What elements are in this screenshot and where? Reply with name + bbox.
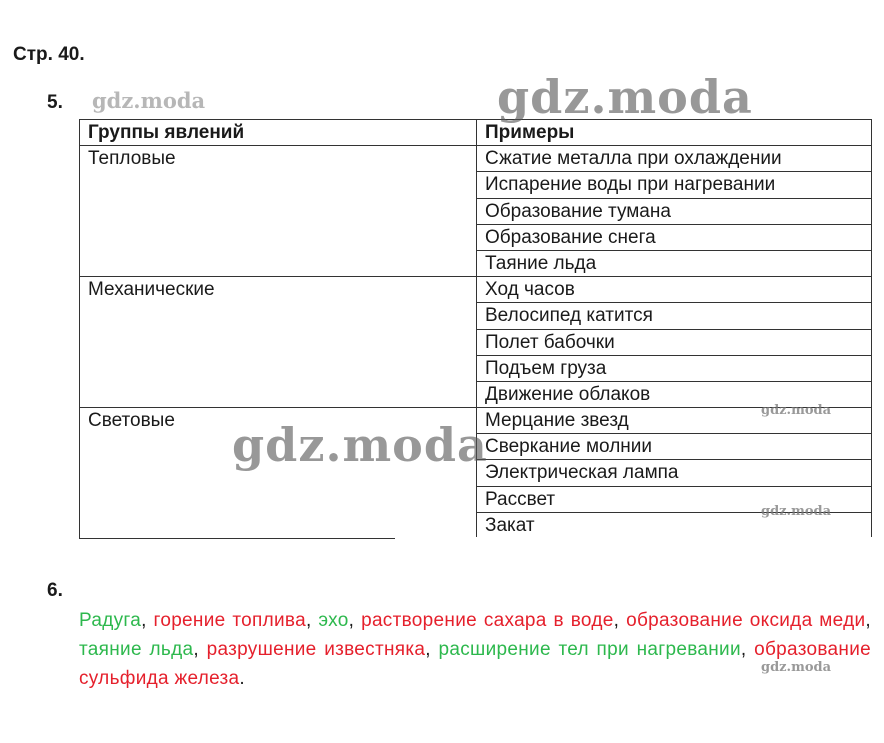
answer-phenomenon: расширение тел при нагревании (438, 639, 741, 660)
example-cell: Образование тумана (477, 198, 872, 224)
watermark: gdz.moda (761, 660, 832, 675)
table-edge-fade (395, 537, 875, 543)
answer-punctuation: , (740, 639, 755, 660)
answer-phenomenon: эхо (318, 610, 349, 631)
answer-phenomenon: Радуга (79, 610, 142, 631)
table-row (80, 146, 872, 172)
group-name-cell: Световые (80, 408, 477, 539)
answer-punctuation: , (613, 610, 627, 631)
answer-punctuation: , (425, 639, 439, 660)
answer-phenomenon: горение топлива (153, 610, 306, 631)
task6-answer-text (79, 606, 871, 693)
example-cell: Рассвет (477, 486, 872, 512)
header-examples: Примеры (477, 120, 872, 146)
watermark: gdz.moda (761, 403, 832, 418)
example-cell: Сжатие металла при охлаждении (477, 146, 872, 172)
watermark: gdz.moda (92, 88, 206, 113)
header-groups: Группы явлений (80, 120, 477, 146)
answer-punctuation: , (193, 639, 207, 660)
example-cell: Движение облаков (477, 381, 872, 407)
group-name-cell: Тепловые (80, 146, 477, 277)
task-number-6: 6. (47, 580, 63, 601)
table-row (80, 277, 872, 303)
page-title: Стр. 40. (13, 44, 85, 65)
watermark: gdz.moda (497, 70, 753, 124)
example-cell: Таяние льда (477, 250, 872, 276)
example-cell: Ход часов (477, 277, 872, 303)
example-cell: Закат (477, 512, 872, 538)
answer-phenomenon: разрушение известняка (206, 639, 426, 660)
example-cell: Подъем груза (477, 355, 872, 381)
phenomena-table (79, 119, 872, 539)
example-cell: Электрическая лампа (477, 460, 872, 486)
example-cell: Полет бабочки (477, 329, 872, 355)
answer-punctuation: , (348, 610, 362, 631)
answer-punctuation: , (141, 610, 154, 631)
group-name-cell: Механические (80, 277, 477, 408)
watermark: gdz.moda (232, 418, 488, 472)
example-cell: Велосипед катится (477, 303, 872, 329)
answer-phenomenon: образование оксида меди (626, 610, 866, 631)
answer-phenomenon: таяние льда (79, 639, 194, 660)
example-cell: Сверкание молнии (477, 434, 872, 460)
answer-punctuation: . (239, 668, 245, 689)
answer-phenomenon: образование сульфида железа (79, 639, 871, 689)
answer-punctuation: , (865, 610, 871, 631)
example-cell: Образование снега (477, 224, 872, 250)
answer-punctuation: , (305, 610, 319, 631)
example-cell: Мерцание звезд (477, 408, 872, 434)
answer-phenomenon: растворение сахара в воде (361, 610, 614, 631)
table-body (80, 146, 872, 539)
task-number-5: 5. (47, 92, 63, 113)
example-cell: Испарение воды при нагревании (477, 172, 872, 198)
watermark: gdz.moda (761, 504, 832, 519)
